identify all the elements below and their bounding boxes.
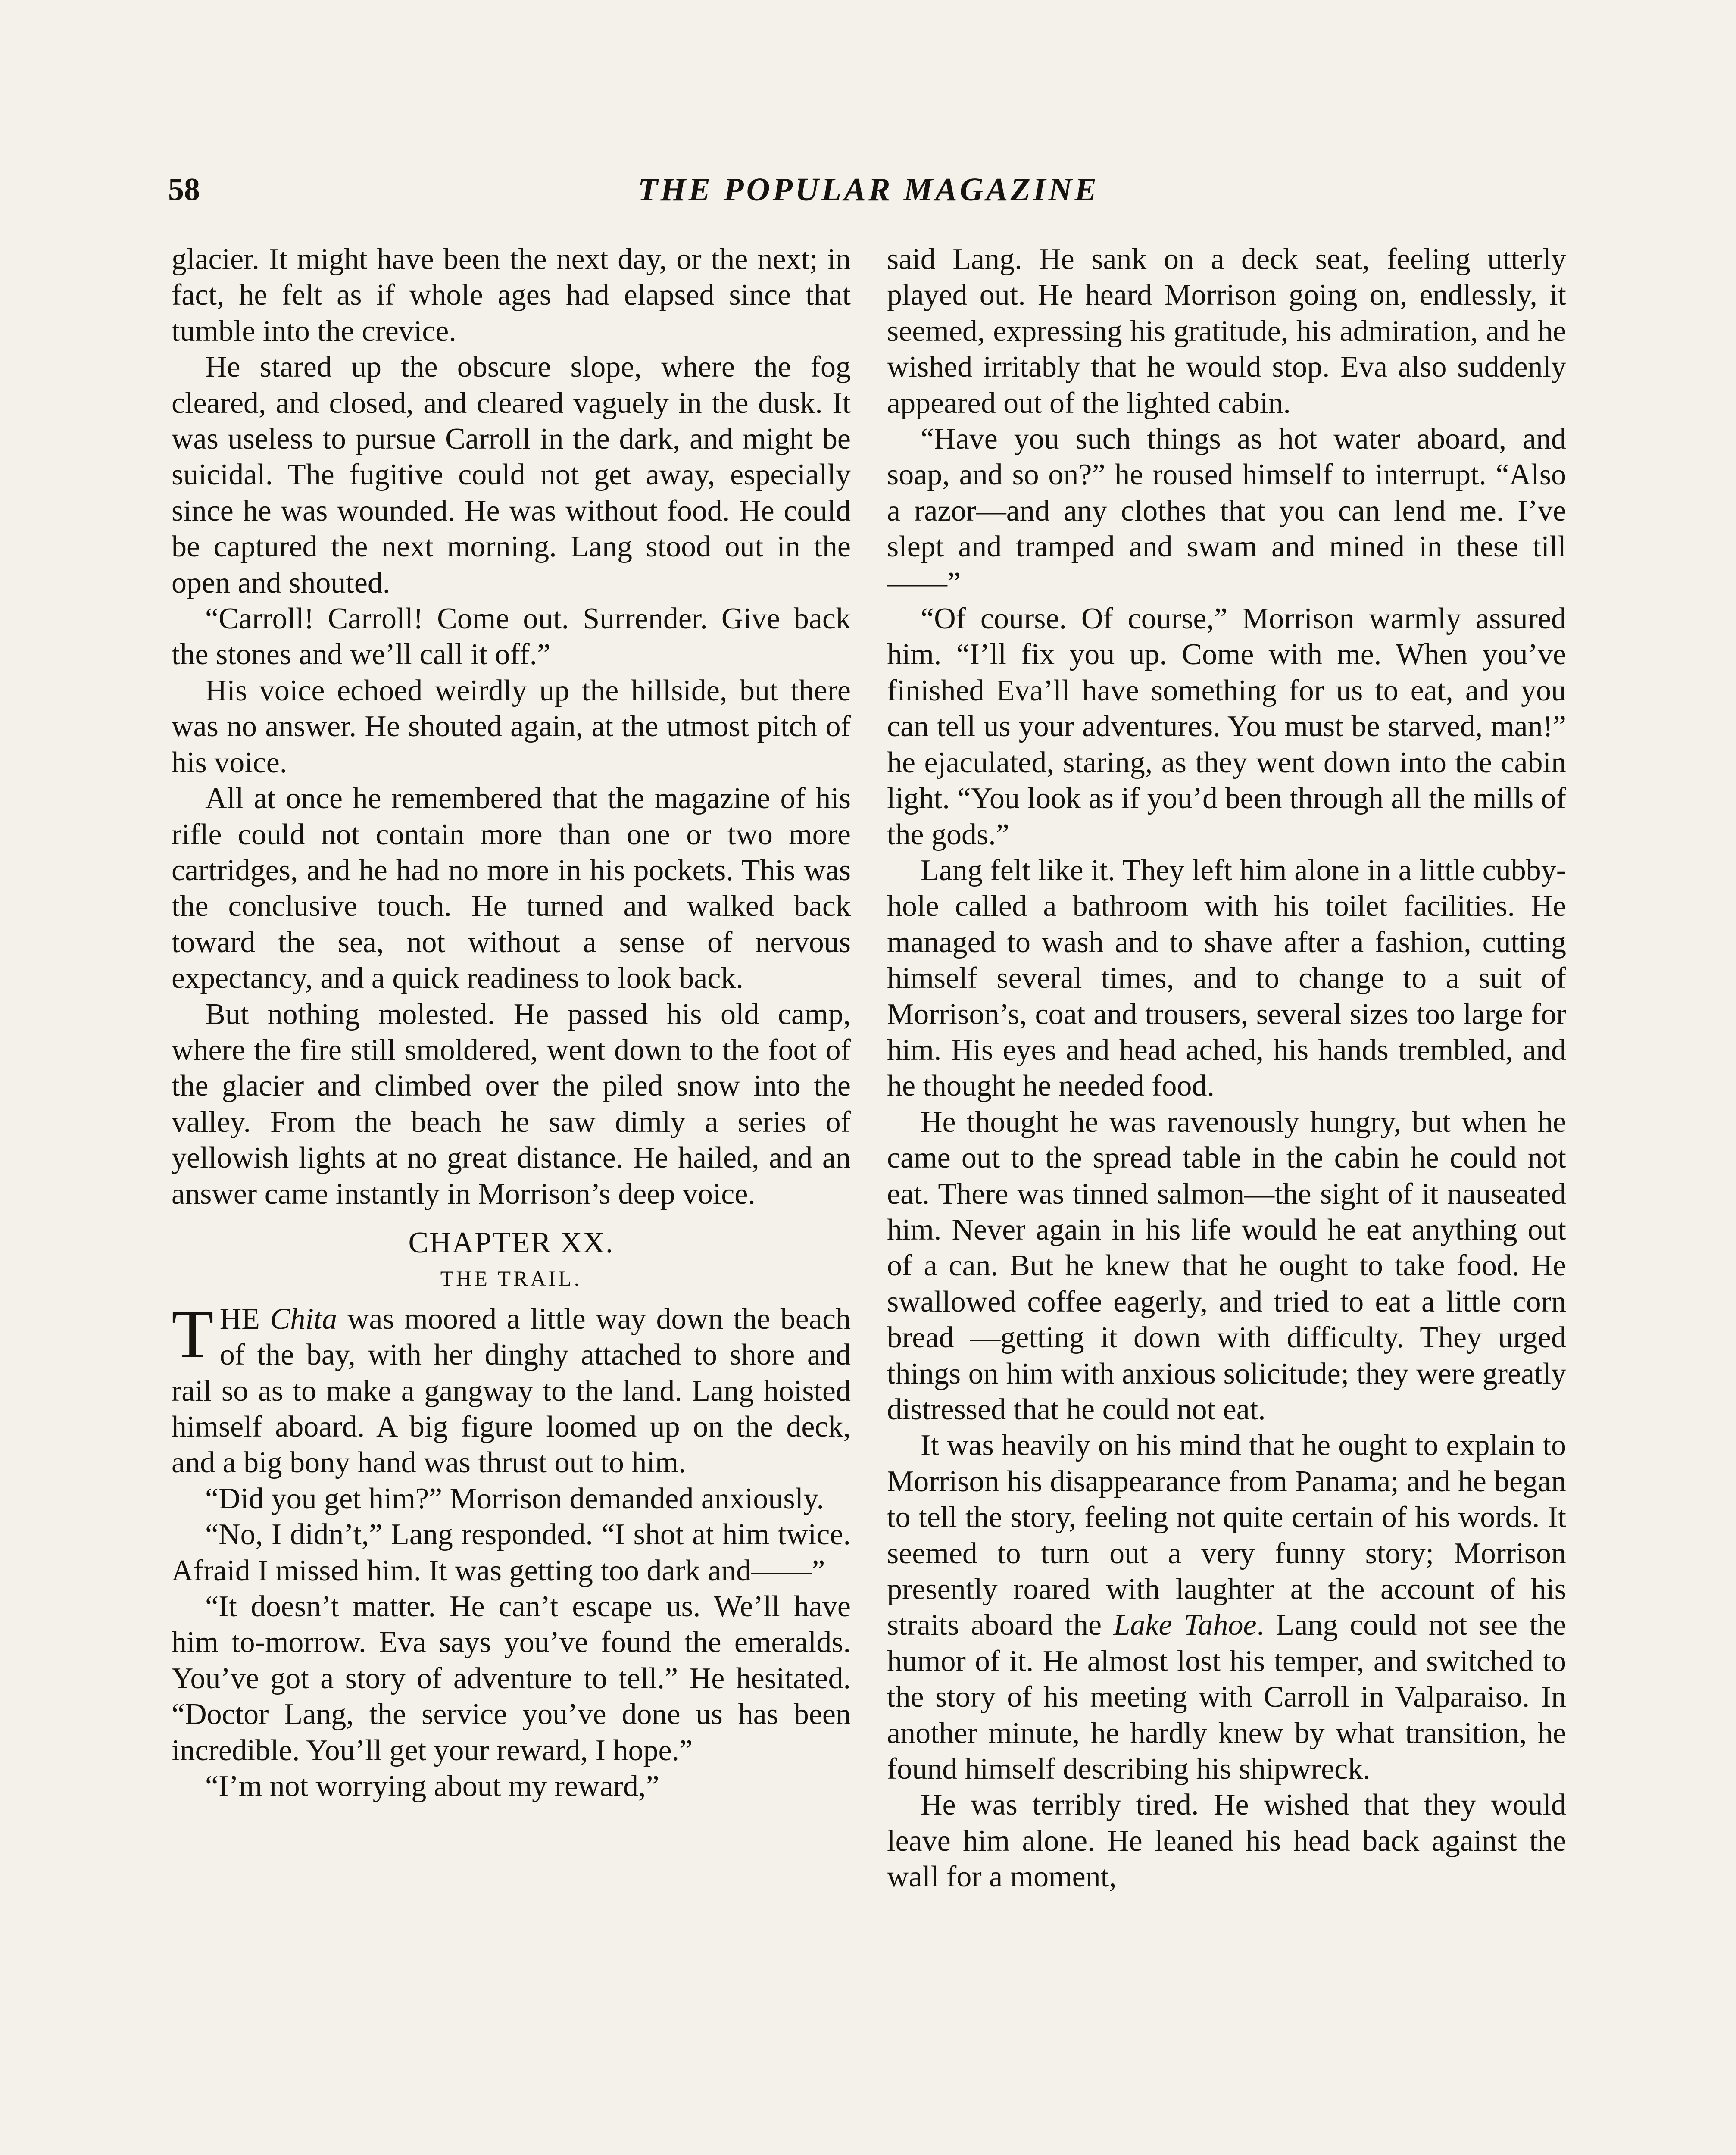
paragraph: His voice echoed weirdly up the hillside, but there was no answer. He shouted again, at the utmost pitch of his voice. [172,674,851,779]
drop-cap: T [172,1295,214,1372]
paragraph-rest: . Lang could not see the humor of it. He almost lost his temper, and switched to the story of his meeting with Carroll in Valparaiso. In another minute, he hardly knew by what transition, he found himself describing his shipwreck. [887,1608,1566,1786]
paragraph: But nothing molested. He passed his old camp, where the fire still smoldered, went down to the foot of the glacier and climbed over the piled snow into the valley. From the beach he saw dimly a series of yellowish lights at no great distance. He hailed, and an answer came instantly in Morrison’s deep voice. [172,997,851,1211]
paragraph-rest: was moored a little way down the beach of the bay, with her dinghy attached to shore and rail so as to make a gangway to the land. Lang hoisted himself aboard. A big figure loomed up on the deck, and a big bony hand was thrust out to him. [172,1302,851,1480]
ship-name: Chita [270,1302,337,1336]
page-header [168,164,1569,216]
paragraph: “Have you such things as hot water aboard, and soap, and so on?” he roused himself to interrupt. “Also a razor—and any clothes that you can lend me. I’ve slept and tramped and swam and mined in these till——” [887,422,1566,600]
paragraph: He stared up the obscure slope, where the fog cleared, and closed, and cleared vaguely in the dusk. It was useless to pursue Carroll in the dark, and might be suicidal. The fugitive could not get away, especially since he was wounded. He was without food. He could be captured the next morning. Lang stood out in the open and shouted. [172,350,851,600]
paragraph: glacier. It might have been the next day, or the next; in fact, he felt as if whole ages had elapsed since that tumble into the crevice. [172,243,851,348]
page-number: 58 [168,172,200,207]
left-column [172,241,851,1804]
paragraph: “Did you get him?” Morrison demanded anxiously. [205,1482,824,1515]
paragraph: said Lang. He sank on a deck seat, feeling utterly played out. He heard Morrison going on, endlessly, it seemed, expressing his gratitude, his admiration, and he wished irritably that he would stop. Eva also suddenly appeared out of the lighted cabin. [887,243,1566,420]
chapter-heading: CHAPTER XX. [408,1226,614,1259]
paragraph: “No, I didn’t,” Lang responded. “I shot at him twice. Afraid I missed him. It was getting too dark and——” [172,1518,851,1587]
running-head: THE POPULAR MAGAZINE [637,172,1099,208]
paragraph [887,1427,1566,1787]
paragraph: “I’m not worrying about my reward,” [205,1770,659,1803]
right-column [887,241,1566,1895]
paragraph: Lang felt like it. They left him alone in a little cubby-hole called a bathroom with his toilet facilities. He managed to wash and to shave after a fashion, cutting himself several times, and to change to a suit of Morrison’s, coat and trousers, several sizes too large for him. His eyes and head ached, his hands trembled, and he thought he needed food. [887,853,1566,1103]
paragraph: “Carroll! Carroll! Come out. Surrender. Give back the stones and we’ll call it off.” [172,602,851,671]
paragraph-start: HE [219,1302,270,1336]
paragraph-start: It was heavily on his mind that he ought to explain to Morrison his disappearance from Panama; and he began to tell the story, feeling not quite certain of his words. It seemed to turn out a very funny story; Morrison presently roared with laughter at the account of his straits aboard the [887,1429,1566,1642]
paragraph: He thought he was ravenously hungry, but when he came out to the spread table in the cabin he could not eat. There was tinned salmon—the sight of it nauseated him. Never again in his life would he eat anything out of a can. But he knew that he ought to take food. He swallowed coffee eagerly, and tried to eat a little corn bread —getting it down with difficulty. They urged things on him with anxious solicitude; they were greatly distressed that he could not eat. [887,1105,1566,1426]
chapter-subtitle: THE TRAIL. [440,1266,582,1291]
ship-name: Lake Tahoe [1113,1608,1257,1642]
paragraph: “It doesn’t matter. He can’t escape us. We’ll have him to-morrow. Eva says you’ve found the emeralds. You’ve got a story of adventure to tell.” He hesitated. “Doctor Lang, the service you’ve done us has been incredible. You’ll get your reward, I hope.” [172,1590,851,1767]
dropcap-paragraph [172,1295,851,1481]
paragraph: “Of course. Of course,” Morrison warmly assured him. “I’ll fix you up. Come with me. When you’ve finished Eva’ll have something for us to eat, and you can tell us your adventures. You must be starved, man!” he ejaculated, staring, as they went down into the cabin light. “You look as if you’d been through all the mills of the gods.” [887,602,1566,851]
paragraph: All at once he remembered that the magazine of his rifle could not contain more than one or two more cartridges, and he had no more in his pockets. This was the conclusive touch. He turned and walked back toward the sea, not without a sense of nervous expectancy, and a quick readiness to look back. [172,782,851,995]
paragraph: He was terribly tired. He wished that they would leave him alone. He leaned his head back against the wall for a moment, [887,1788,1566,1894]
